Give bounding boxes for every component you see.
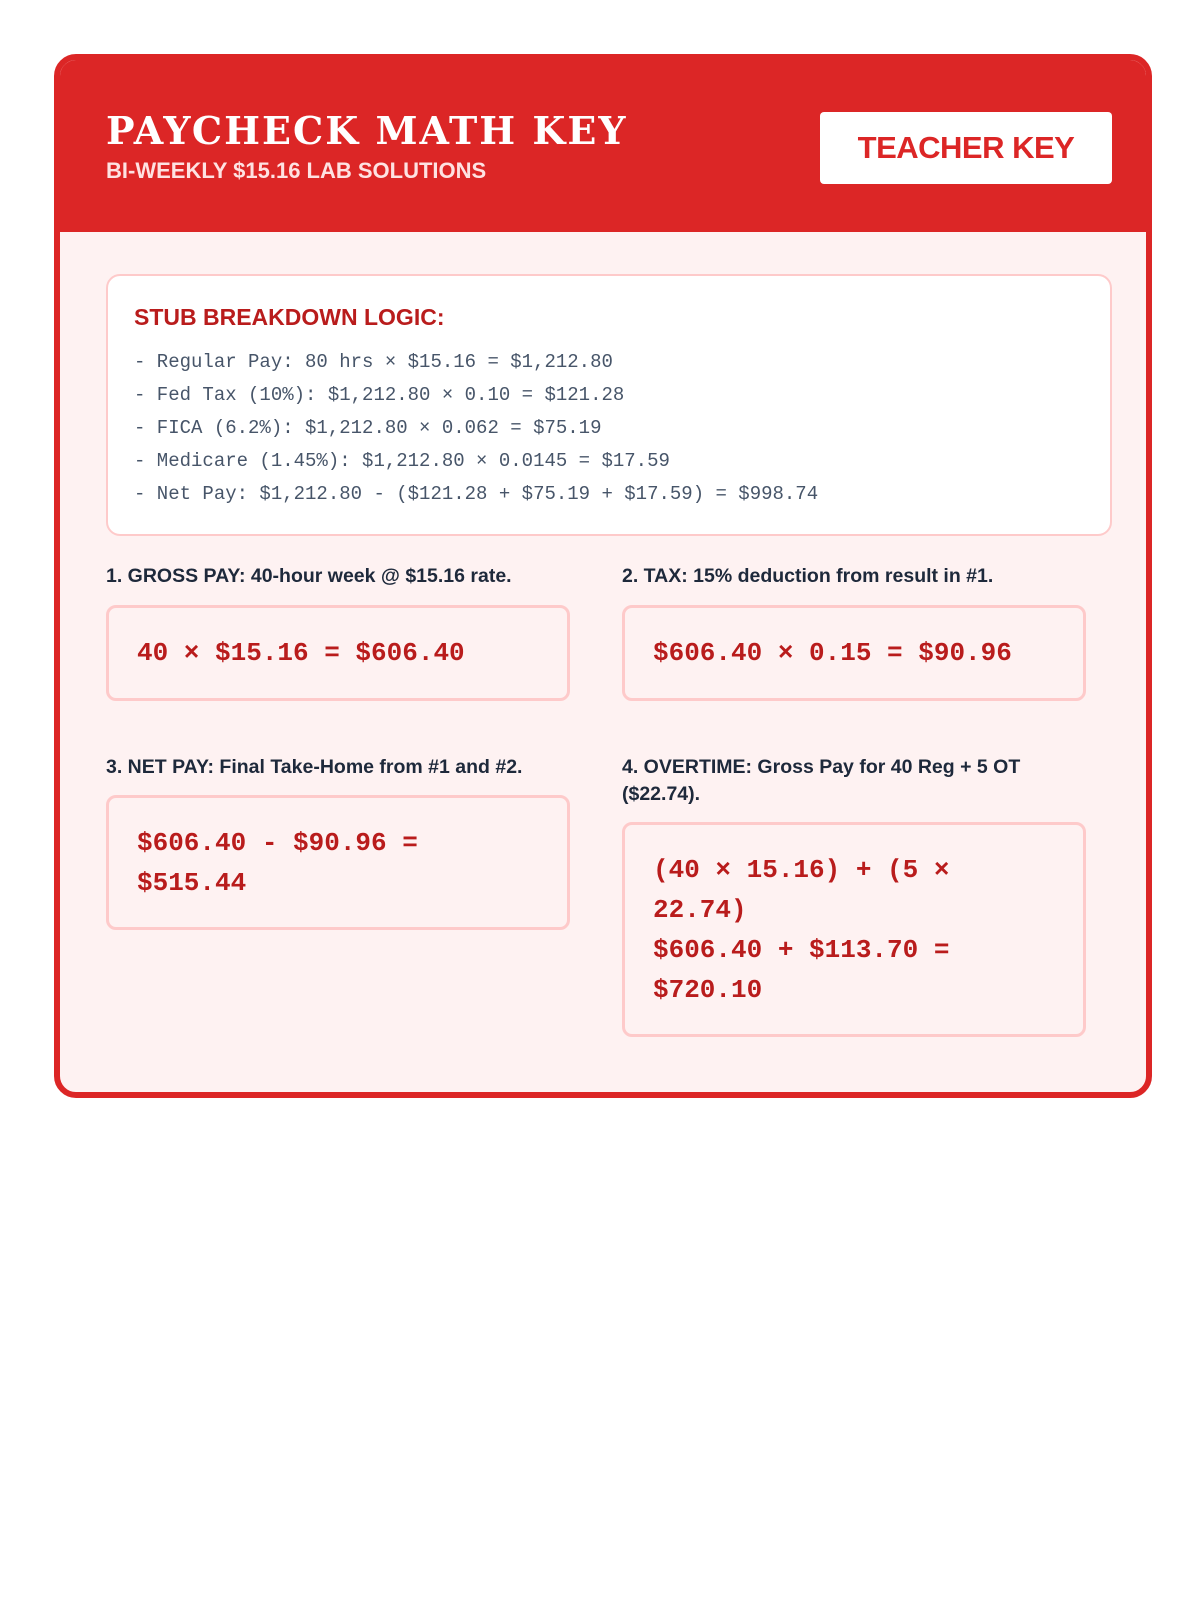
problem-4-answer xyxy=(653,850,949,1010)
answer-line: 40 × $15.16 = $606.40 xyxy=(137,638,465,668)
logic-line-fica: - FICA (6.2%): $1,212.80 × 0.062 = $75.19 xyxy=(134,417,602,439)
problem-3-answer xyxy=(137,823,418,903)
problem-3-label: 3. NET PAY: Final Take-Home from #1 and #2. xyxy=(106,756,523,778)
problem-2-answer-box xyxy=(622,605,1086,701)
problem-1-answer-box xyxy=(106,605,570,701)
problem-4-answer-box xyxy=(622,822,1086,1037)
problem-1-label: 1. GROSS PAY: 40-hour week @ $15.16 rate. xyxy=(106,565,512,587)
answer-line: $606.40 × 0.15 = $90.96 xyxy=(653,638,1012,668)
answer-line: (40 × 15.16) + (5 × xyxy=(653,855,950,885)
problem-3-answer-box xyxy=(106,795,570,930)
answer-line: $515.44 xyxy=(137,868,247,898)
problem-1-answer xyxy=(137,633,465,673)
logic-line-regular-pay: - Regular Pay: 80 hrs × $15.16 = $1,212.80 xyxy=(134,351,613,373)
stub-breakdown-heading: STUB BREAKDOWN LOGIC: xyxy=(134,304,445,330)
stub-breakdown-panel xyxy=(106,274,1112,536)
stub-breakdown-list xyxy=(134,346,818,511)
page-subtitle: BI-WEEKLY $15.16 LAB SOLUTIONS xyxy=(106,158,487,183)
card-header xyxy=(60,60,1146,232)
logic-line-fed-tax: - Fed Tax (10%): $1,212.80 × 0.10 = $121.28 xyxy=(134,384,625,406)
answer-line: $606.40 - $90.96 = xyxy=(137,828,418,858)
problem-2-label: 2. TAX: 15% deduction from result in #1. xyxy=(622,565,994,587)
answer-line: $606.40 + $113.70 = xyxy=(653,935,950,965)
problem-4-label: 4. OVERTIME: Gross Pay for 40 Reg + 5 OT ($22.74). xyxy=(622,756,1021,805)
problem-2-answer xyxy=(653,633,1012,673)
answer-key-card xyxy=(54,54,1152,1098)
page-title: PAYCHECK MATH KEY xyxy=(106,108,628,153)
teacher-key-badge: TEACHER KEY xyxy=(820,112,1112,184)
answer-line: 22.74) xyxy=(653,895,747,925)
answer-line: $720.10 xyxy=(653,975,763,1005)
logic-line-medicare: - Medicare (1.45%): $1,212.80 × 0.0145 = $17.59 xyxy=(134,450,670,472)
logic-line-net-pay: - Net Pay: $1,212.80 - ($121.28 + $75.19 + $17.59) = $998.74 xyxy=(134,483,819,505)
